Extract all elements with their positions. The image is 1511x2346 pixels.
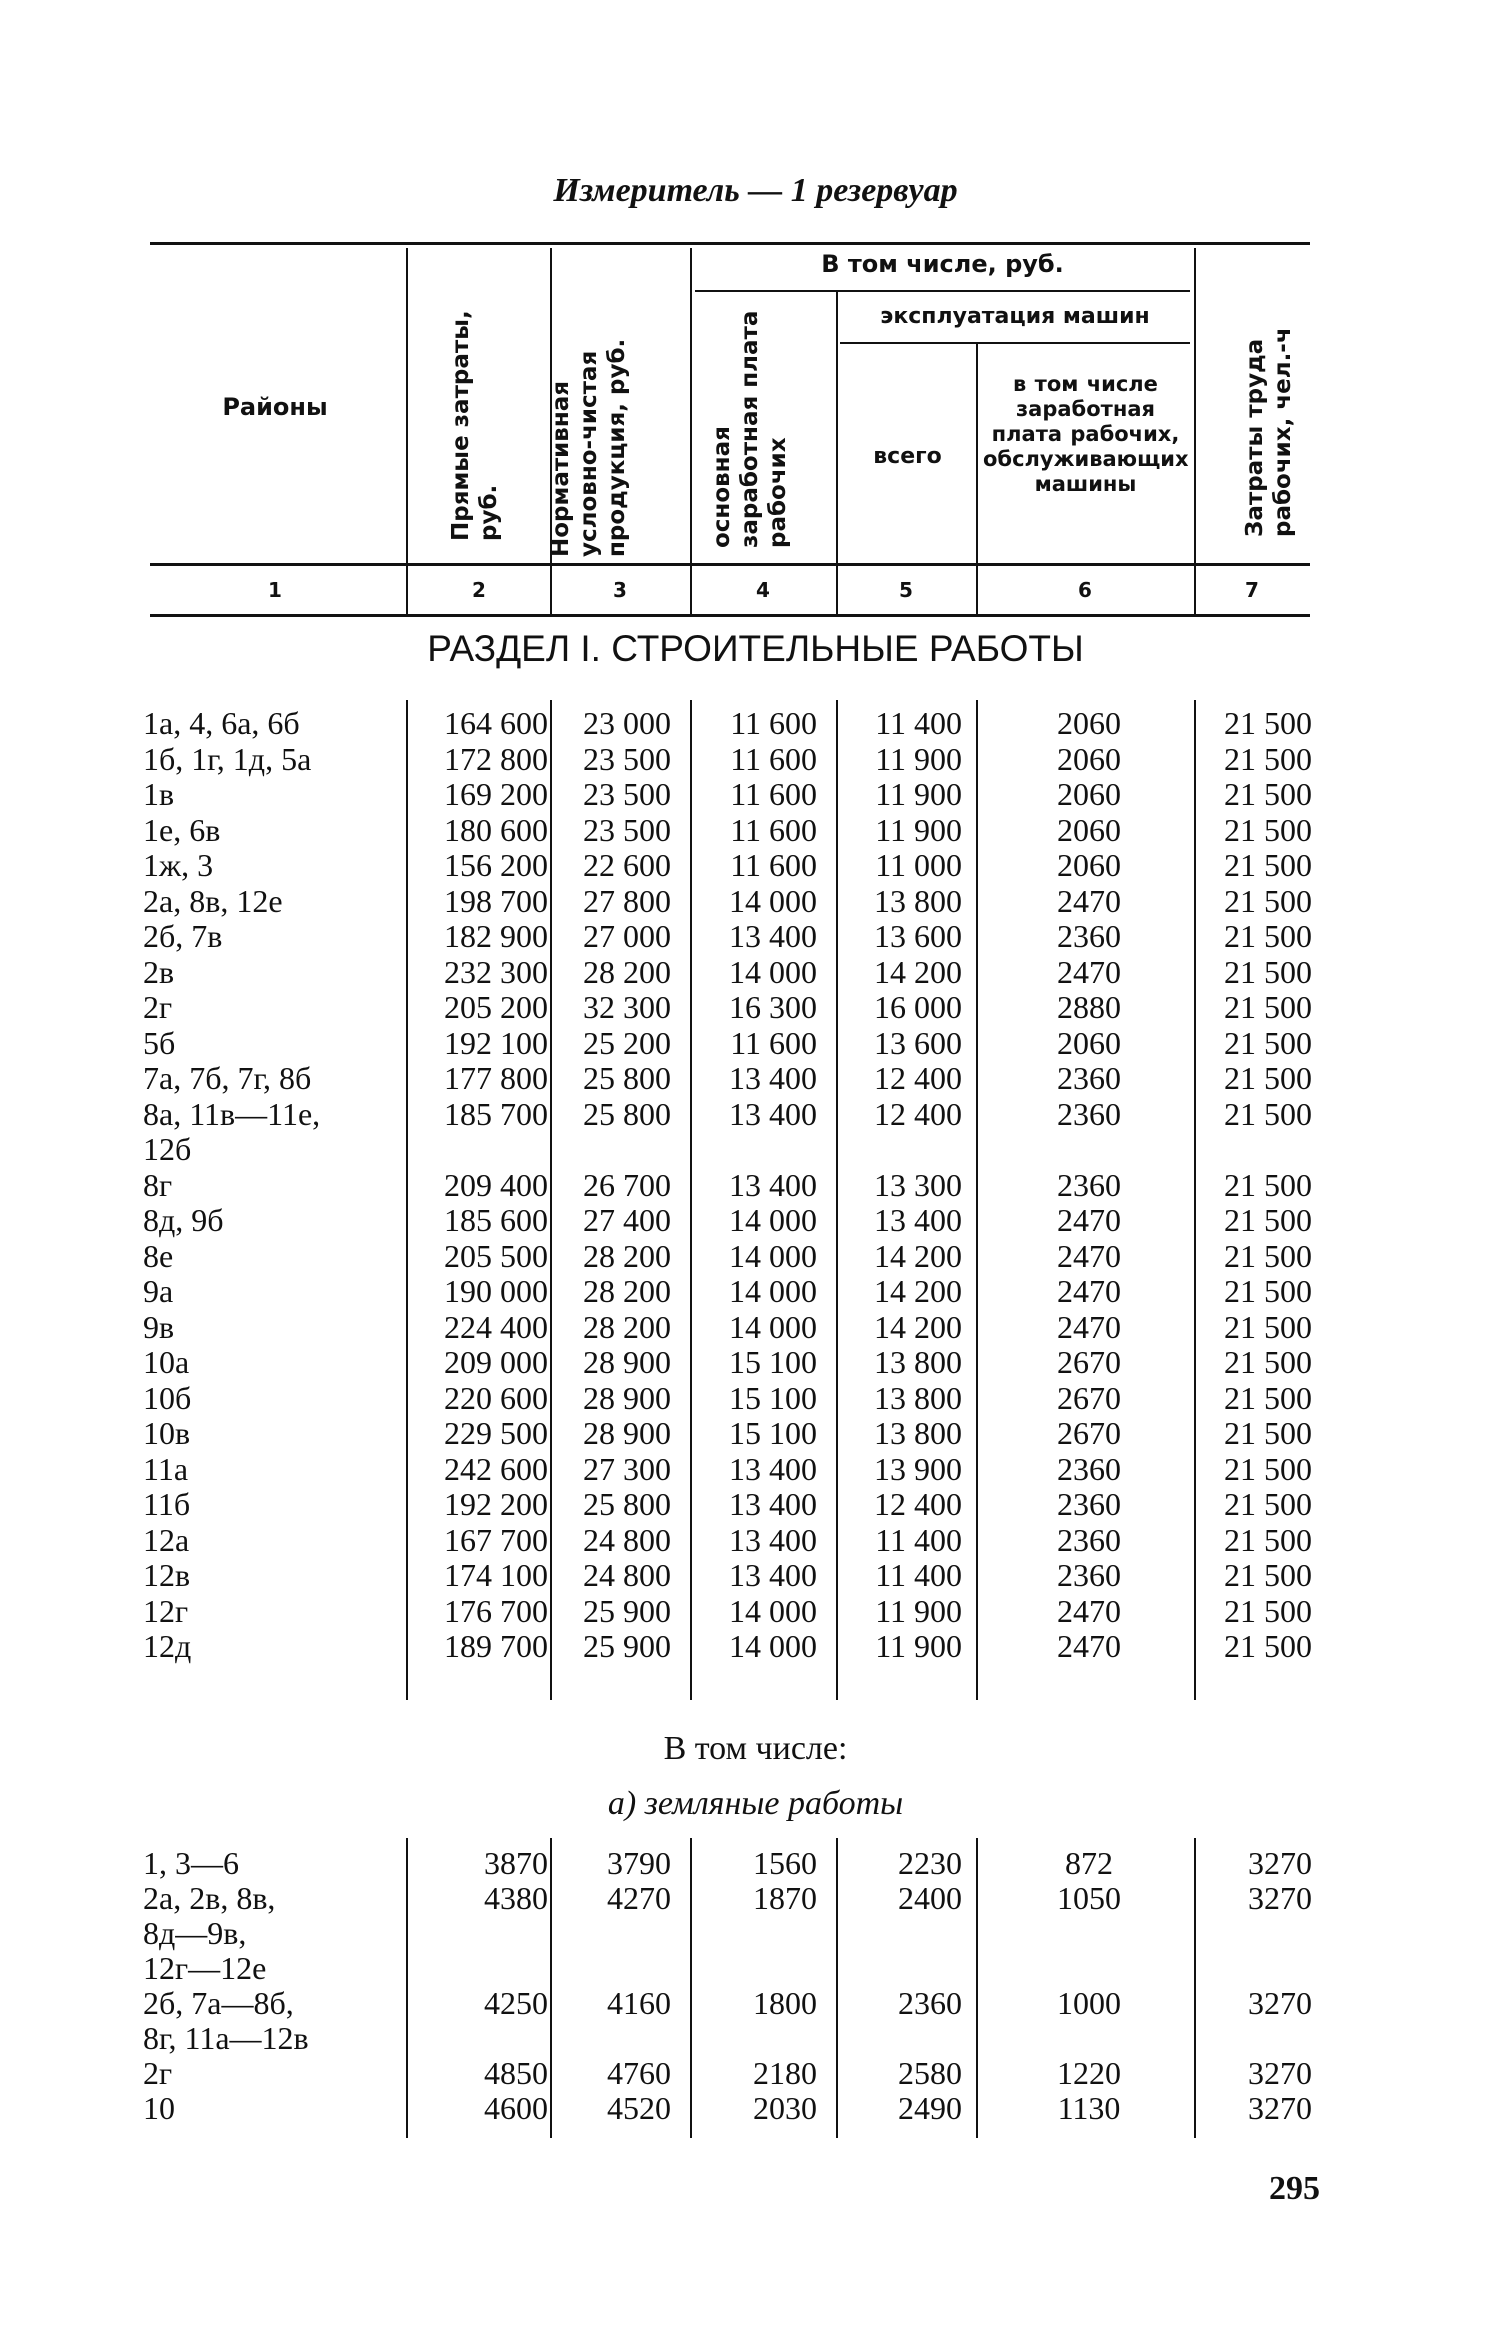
wages-cell: 14 000 [729,1628,817,1664]
district-cell: 9в [143,1308,175,1345]
table-row [0,1381,1511,1416]
table-caption: Измеритель — 1 резервуар [553,172,958,209]
page-number: 295 [1269,2170,1320,2207]
subsection-intro: В том числе: [663,1730,848,1767]
header-subgroup: эксплуатация машин [880,304,1150,329]
header-top-rule [150,242,1310,245]
labor-cell: 3270 [1248,2055,1312,2091]
header-divider-1 [406,248,408,614]
net-product-cell: 24 800 [583,1557,671,1593]
labor-cell: 21 500 [1224,1486,1312,1522]
district-cell: 1е, 6в [143,811,221,848]
district-cell: 10в [143,1415,191,1451]
wages-cell: 15 100 [729,1344,817,1380]
labor-cell: 21 500 [1224,776,1312,812]
net-product-cell: 28 200 [583,1273,671,1309]
district-cell: 10а [143,1344,190,1380]
machines-total-cell: 11 900 [875,811,962,848]
net-product-cell: 23 500 [583,776,671,812]
table-row [0,1986,1511,2021]
group-header-rule [695,290,1190,292]
table-row [0,2091,1511,2126]
wages-cell: 1870 [753,1880,817,1916]
district-cell: 12д [143,1628,192,1664]
header-divider-5 [976,344,978,614]
labor-cell: 3270 [1248,1880,1312,1916]
machines-total-cell: 11 900 [875,740,962,777]
district-cell: 12г [143,1592,189,1629]
district-cell: 2в [143,953,175,990]
machine-wages-cell: 872 [1065,1845,1113,1881]
header-col2: Прямые затраты, руб. [448,310,502,541]
labor-cell: 21 500 [1224,847,1312,883]
direct-costs-cell: 180 600 [444,811,548,848]
machines-total-cell: 11 900 [875,1592,962,1629]
header-bottom-rule [150,563,1310,566]
direct-costs-cell: 198 700 [444,882,548,919]
wages-cell: 14 000 [729,953,817,990]
net-product-cell: 27 000 [583,918,671,954]
wages-cell: 13 400 [729,1450,817,1487]
labor-cell: 21 500 [1224,1308,1312,1345]
district-cell: 10б [143,1379,192,1416]
district-cell: 1б, 1г, 1д, 5а [143,740,312,777]
machines-total-cell: 14 200 [874,1308,962,1345]
table-row [0,1239,1511,1274]
table-row [0,2056,1511,2091]
direct-costs-cell: 209 000 [444,1344,548,1380]
subsection-title: а) земляные работы [607,1785,904,1822]
direct-costs-cell: 224 400 [444,1308,548,1345]
district-cell: 12а [143,1521,190,1558]
table-row [0,1629,1511,1664]
net-product-cell: 26 700 [583,1166,671,1203]
labor-cell: 21 500 [1224,1202,1312,1238]
header-col3: Нормативная условно-чистая продукция, руб. [548,338,630,557]
district-cell: 7а, 7б, 7г, 8б [143,1060,312,1096]
district-cell: 8е [143,1237,174,1274]
table-row [0,1168,1511,1203]
labor-cell: 3270 [1248,1985,1312,2021]
direct-costs-cell: 232 300 [444,953,548,990]
colnum-6: 6 [1078,578,1092,602]
district-cell: 1ж, 3 [143,847,214,883]
net-product-cell: 28 200 [583,1237,671,1274]
table-row [0,1846,1511,1881]
district-cell: 12в [143,1557,191,1593]
direct-costs-cell: 156 200 [444,847,548,883]
table-row [0,848,1511,883]
table-row [0,884,1511,919]
machine-wages-cell: 2060 [1057,811,1121,848]
machines-total-cell: 12 400 [874,1060,962,1096]
table-row [0,1132,1511,1167]
table-row [0,2021,1511,2056]
wages-cell: 13 400 [729,1557,817,1593]
district-cell: 11а [143,1450,189,1487]
district-cell: 8д—9в, [143,1915,247,1951]
table-row [0,1203,1511,1238]
machine-wages-cell: 2060 [1057,847,1121,883]
labor-cell: 3270 [1248,1845,1312,1881]
net-product-cell: 24 800 [583,1521,671,1558]
direct-costs-cell: 3870 [484,1845,548,1881]
table-row [0,1523,1511,1558]
net-product-cell: 22 600 [583,847,671,883]
machines-total-cell: 11 400 [875,1557,962,1593]
machine-wages-cell: 2060 [1057,776,1121,812]
machine-wages-cell: 2360 [1057,1060,1121,1096]
table-row [0,1061,1511,1096]
wages-cell: 11 600 [730,811,817,848]
wages-cell: 13 400 [729,918,817,954]
direct-costs-cell: 4250 [484,1985,548,2021]
machine-wages-cell: 2360 [1057,1521,1121,1558]
machines-total-cell: 12 400 [874,1095,962,1132]
wages-cell: 1560 [753,1845,817,1881]
wages-cell: 13 400 [729,1486,817,1522]
direct-costs-cell: 205 200 [444,989,548,1025]
numbers-bottom-rule [150,614,1310,617]
district-cell: 12б [143,1131,192,1167]
machine-wages-cell: 2670 [1057,1415,1121,1451]
header-col7: Затраты труда рабочих, чел.-ч [1242,327,1296,537]
table-row [0,813,1511,848]
net-product-cell: 3790 [607,1845,671,1881]
labor-cell: 3270 [1248,2090,1312,2126]
wages-cell: 14 000 [729,1273,817,1309]
wages-cell: 1800 [753,1985,817,2021]
wages-cell: 11 600 [730,705,817,741]
machines-total-cell: 2580 [898,2055,962,2091]
net-product-cell: 25 800 [583,1060,671,1096]
table-row [0,955,1511,990]
table-row [0,1345,1511,1380]
district-cell: 11б [143,1486,191,1522]
machine-wages-cell: 2360 [1057,918,1121,954]
machine-wages-cell: 2060 [1057,1024,1121,1061]
labor-cell: 21 500 [1224,1592,1312,1629]
labor-cell: 21 500 [1224,1344,1312,1380]
machines-total-cell: 14 200 [874,953,962,990]
machines-total-cell: 14 200 [874,1237,962,1274]
wages-cell: 13 400 [729,1095,817,1132]
wages-cell: 13 400 [729,1166,817,1203]
labor-cell: 21 500 [1224,1379,1312,1416]
header-col5: всего [873,444,942,469]
section-title: РАЗДЕЛ I. СТРОИТЕЛЬНЫЕ РАБОТЫ [427,628,1084,669]
machines-total-cell: 13 400 [874,1202,962,1238]
direct-costs-cell: 242 600 [444,1450,548,1487]
table-row [0,1310,1511,1345]
labor-cell: 21 500 [1224,1237,1312,1274]
net-product-cell: 28 200 [583,1308,671,1345]
subgroup-header-rule [840,342,1190,344]
net-product-cell: 28 900 [583,1344,671,1380]
labor-cell: 21 500 [1224,1557,1312,1593]
machines-total-cell: 14 200 [874,1273,962,1309]
direct-costs-cell: 190 000 [444,1273,548,1309]
labor-cell: 21 500 [1224,1450,1312,1487]
table-row [0,1026,1511,1061]
header-col6: в том числе заработная плата рабочих, обслуживающих машины [983,372,1189,496]
labor-cell: 21 500 [1224,918,1312,954]
machine-wages-cell: 2470 [1057,1308,1121,1345]
net-product-cell: 27 300 [583,1450,671,1487]
district-cell: 10 [143,2090,175,2126]
machine-wages-cell: 2670 [1057,1379,1121,1416]
wages-cell: 2030 [753,2090,817,2126]
header-divider-3 [690,248,692,614]
colnum-3: 3 [613,578,627,602]
machine-wages-cell: 2060 [1057,740,1121,777]
wages-cell: 13 400 [729,1060,817,1096]
machine-wages-cell: 2060 [1057,705,1121,741]
district-cell: 8г [143,1166,173,1203]
machines-total-cell: 2360 [898,1985,962,2021]
direct-costs-cell: 220 600 [444,1379,548,1416]
machine-wages-cell: 1000 [1057,1985,1121,2021]
labor-cell: 21 500 [1224,811,1312,848]
table-row [0,706,1511,741]
district-cell: 8а, 11в—11е, [143,1095,321,1132]
table-row [0,742,1511,777]
net-product-cell: 23 500 [583,740,671,777]
machines-total-cell: 13 800 [874,882,962,919]
table-row [0,1916,1511,1951]
direct-costs-cell: 192 200 [444,1486,548,1522]
net-product-cell: 4270 [607,1880,671,1916]
machine-wages-cell: 2470 [1057,1273,1121,1309]
labor-cell: 21 500 [1224,705,1312,741]
wages-cell: 13 400 [729,1521,817,1558]
machines-total-cell: 2400 [898,1880,962,1916]
labor-cell: 21 500 [1224,882,1312,919]
table-row [0,1558,1511,1593]
wages-cell: 11 600 [730,740,817,777]
machine-wages-cell: 1130 [1057,2090,1121,2126]
wages-cell: 16 300 [729,989,817,1025]
district-cell: 2а, 8в, 12е [143,882,283,919]
machine-wages-cell: 2470 [1057,1202,1121,1238]
direct-costs-cell: 4380 [484,1880,548,1916]
net-product-cell: 25 200 [583,1024,671,1061]
district-cell: 1а, 4, 6а, 6б [143,705,300,741]
labor-cell: 21 500 [1224,740,1312,777]
wages-cell: 14 000 [729,1308,817,1345]
machine-wages-cell: 2670 [1057,1344,1121,1380]
machine-wages-cell: 2880 [1057,989,1121,1025]
labor-cell: 21 500 [1224,1628,1312,1664]
labor-cell: 21 500 [1224,1166,1312,1203]
machines-total-cell: 11 900 [875,776,962,812]
net-product-cell: 4160 [607,1985,671,2021]
machine-wages-cell: 2360 [1057,1095,1121,1132]
direct-costs-cell: 182 900 [444,918,548,954]
machines-total-cell: 13 800 [874,1415,962,1451]
wages-cell: 14 000 [729,882,817,919]
colnum-2: 2 [472,578,486,602]
table-row [0,1274,1511,1309]
machine-wages-cell: 2470 [1057,1592,1121,1629]
labor-cell: 21 500 [1224,1521,1312,1558]
net-product-cell: 23 500 [583,811,671,848]
net-product-cell: 27 800 [583,882,671,919]
header-divider-6 [1194,248,1196,614]
machines-total-cell: 2490 [898,2090,962,2126]
district-cell: 2а, 2в, 8в, [143,1880,276,1916]
table-row [0,1487,1511,1522]
machine-wages-cell: 2360 [1057,1557,1121,1593]
net-product-cell: 27 400 [583,1202,671,1238]
net-product-cell: 25 900 [583,1592,671,1629]
table-row [0,1951,1511,1986]
machine-wages-cell: 2470 [1057,882,1121,919]
direct-costs-cell: 172 800 [444,740,548,777]
header-group: В том числе, руб. [821,250,1064,278]
wages-cell: 11 600 [730,847,817,883]
labor-cell: 21 500 [1224,1024,1312,1061]
labor-cell: 21 500 [1224,1060,1312,1096]
direct-costs-cell: 192 100 [444,1024,548,1061]
net-product-cell: 25 800 [583,1486,671,1522]
machine-wages-cell: 2470 [1057,1628,1121,1664]
machines-total-cell: 13 900 [874,1450,962,1487]
district-cell: 2г [143,989,173,1025]
direct-costs-cell: 177 800 [444,1060,548,1096]
direct-costs-cell: 169 200 [444,776,548,812]
net-product-cell: 4520 [607,2090,671,2126]
district-cell: 12г—12е [143,1950,267,1986]
district-cell: 2б, 7в [143,918,223,954]
labor-cell: 21 500 [1224,1095,1312,1132]
machines-total-cell: 13 800 [874,1344,962,1380]
district-cell: 5б [143,1024,176,1061]
header-col4: основная заработная плата рабочих [709,310,791,548]
machines-total-cell: 12 400 [874,1486,962,1522]
colnum-4: 4 [756,578,770,602]
wages-cell: 15 100 [729,1415,817,1451]
district-cell: 8г, 11а—12в [143,2020,309,2056]
colnum-7: 7 [1245,578,1259,602]
net-product-cell: 28 900 [583,1379,671,1416]
machine-wages-cell: 2360 [1057,1166,1121,1203]
direct-costs-cell: 176 700 [444,1592,548,1629]
district-cell: 2г [143,2055,173,2091]
table-row [0,1097,1511,1132]
direct-costs-cell: 189 700 [444,1628,548,1664]
machines-total-cell: 11 400 [875,1521,962,1558]
direct-costs-cell: 185 700 [444,1095,548,1132]
district-cell: 1в [143,776,175,812]
machines-total-cell: 13 600 [874,918,962,954]
district-cell: 9а [143,1273,174,1309]
direct-costs-cell: 4600 [484,2090,548,2126]
machine-wages-cell: 2470 [1057,953,1121,990]
net-product-cell: 28 900 [583,1415,671,1451]
direct-costs-cell: 174 100 [444,1557,548,1593]
direct-costs-cell: 229 500 [444,1415,548,1451]
net-product-cell: 23 000 [583,705,671,741]
colnum-5: 5 [899,578,913,602]
machines-total-cell: 13 800 [874,1379,962,1416]
net-product-cell: 25 800 [583,1095,671,1132]
net-product-cell: 4760 [607,2055,671,2091]
machines-total-cell: 11 900 [875,1628,962,1664]
labor-cell: 21 500 [1224,1273,1312,1309]
labor-cell: 21 500 [1224,989,1312,1025]
labor-cell: 21 500 [1224,953,1312,990]
wages-cell: 11 600 [730,1024,817,1061]
labor-cell: 21 500 [1224,1415,1312,1451]
district-cell: 8д, 9б [143,1202,224,1238]
direct-costs-cell: 209 400 [444,1166,548,1203]
direct-costs-cell: 185 600 [444,1202,548,1238]
wages-cell: 14 000 [729,1202,817,1238]
net-product-cell: 32 300 [583,989,671,1025]
table-row [0,919,1511,954]
machine-wages-cell: 2470 [1057,1237,1121,1274]
direct-costs-cell: 167 700 [444,1521,548,1558]
table-row [0,777,1511,812]
machine-wages-cell: 1220 [1057,2055,1121,2091]
net-product-cell: 28 200 [583,953,671,990]
machines-total-cell: 13 600 [874,1024,962,1061]
net-product-cell: 25 900 [583,1628,671,1664]
table-row [0,1881,1511,1916]
machine-wages-cell: 1050 [1057,1880,1121,1916]
colnum-1: 1 [268,578,282,602]
header-divider-4 [836,292,838,614]
wages-cell: 14 000 [729,1237,817,1274]
machine-wages-cell: 2360 [1057,1486,1121,1522]
district-cell: 2б, 7а—8б, [143,1985,294,2021]
header-col1: Районы [222,393,328,421]
wages-cell: 15 100 [729,1379,817,1416]
wages-cell: 14 000 [729,1592,817,1629]
machines-total-cell: 2230 [898,1845,962,1881]
machines-total-cell: 11 000 [875,847,962,883]
direct-costs-cell: 4850 [484,2055,548,2091]
table-row [0,1452,1511,1487]
district-cell: 1, 3—6 [143,1845,239,1881]
table-row [0,1594,1511,1629]
table-row [0,1416,1511,1451]
machines-total-cell: 16 000 [874,989,962,1025]
machines-total-cell: 11 400 [875,705,962,741]
direct-costs-cell: 205 500 [444,1237,548,1274]
table-row [0,990,1511,1025]
machines-total-cell: 13 300 [874,1166,962,1203]
direct-costs-cell: 164 600 [444,705,548,741]
wages-cell: 2180 [753,2055,817,2091]
machine-wages-cell: 2360 [1057,1450,1121,1487]
wages-cell: 11 600 [730,776,817,812]
